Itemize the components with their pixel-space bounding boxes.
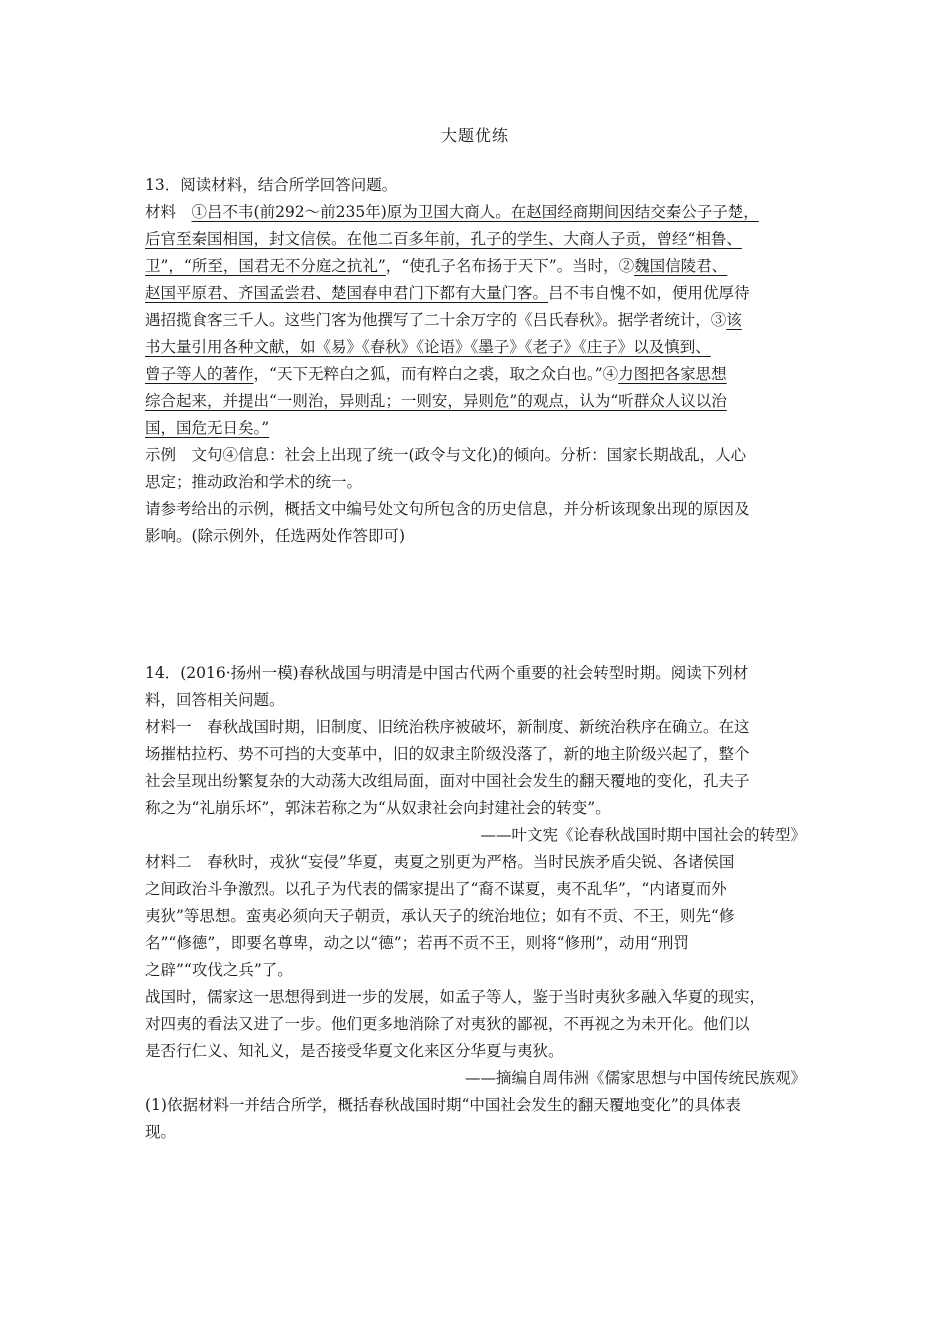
text-segment: 14．(2016·扬州一模)春秋战国与明清是中国古代两个重要的社会转型时期。阅读下列材 <box>145 664 749 682</box>
underlined-text: 后官至秦国相国，封文信侯。在他二百多年前，孔子的学生、大商人子贡，曾经“相鲁、 <box>145 230 742 248</box>
text-line <box>145 660 810 687</box>
text-line <box>145 1065 810 1092</box>
text-segment: 13．阅读材料，结合所学回答问题。 <box>145 176 398 194</box>
text-line <box>145 361 810 388</box>
text-line <box>145 469 810 496</box>
question-13 <box>145 172 810 550</box>
text-line <box>145 1038 810 1065</box>
text-segment: 之间政治斗争激烈。以孔子为代表的儒家提出了“裔不谋夏，夷不乱华”，“内诸夏而外 <box>145 880 727 898</box>
text-segment: ——叶文宪《论春秋战国时期中国社会的转型》 <box>480 826 806 844</box>
text-line <box>145 280 810 307</box>
text-line <box>145 523 810 550</box>
text-segment: (1)依据材料一并结合所学，概括春秋战国时期“中国社会发生的翻天覆地变化”的具体表 <box>145 1096 741 1114</box>
text-segment: ，“使孔子名布扬于天下”。当时，② <box>385 257 635 275</box>
text-line <box>145 687 810 714</box>
underlined-text: 该 <box>726 311 742 329</box>
text-segment: 夷狄”等思想。蛮夷必须向天子朝贡，承认天子的统治地位；如有不贡、不王，则先“修 <box>145 907 735 925</box>
text-line <box>145 822 810 849</box>
text-segment: 材料一 春秋战国时期，旧制度、旧统治秩序被破坏，新制度、新统治秩序在确立。在这 <box>145 718 750 736</box>
underlined-text: 综合起来，并提出“一则治，异则乱；一则安，异则危”的观点，认为“听群众人议以治 <box>145 392 727 410</box>
text-segment: 影响。(除示例外，任选两处作答即可) <box>145 527 406 545</box>
text-line <box>145 903 810 930</box>
text-segment: 请参考给出的示例，概括文中编号处文句所包含的历史信息，并分析该现象出现的原因及 <box>145 500 750 518</box>
text-segment: 遇招揽食客三千人。这些门客为他撰写了二十余万字的《吕氏春秋》。据学者统计，③ <box>145 311 727 329</box>
underlined-text: 魏国信陵君、 <box>634 257 728 275</box>
underlined-text: 国，国危无日矣。” <box>145 419 270 437</box>
text-segment: ，“天下无粹白之狐，而有粹白之裘，取之众白也。”④ <box>253 365 619 383</box>
question-14 <box>145 660 810 1146</box>
text-line <box>145 876 810 903</box>
text-segment: 是否行仁义、知礼义，是否接受华夏文化来区分华夏与夷狄。 <box>145 1042 564 1060</box>
text-line <box>145 334 810 361</box>
text-line <box>145 442 810 469</box>
text-line <box>145 930 810 957</box>
text-segment: 对四夷的看法又进了一步。他们更多地消除了对夷狄的鄙视，不再视之为未开化。他们以 <box>145 1015 750 1033</box>
text-line <box>145 849 810 876</box>
underlined-text: 赵国平原君、齐国孟尝君、楚国春申君门下都有大量门客。 <box>145 284 549 302</box>
text-segment: 社会呈现出纷繁复杂的大动荡大改组局面，面对中国社会发生的翻天覆地的变化，孔夫子 <box>145 772 750 790</box>
text-line <box>145 957 810 984</box>
underlined-text: 书大量引用各种文献，如《易》《春秋》《论语》《墨子》《老子》《庄子》以及慎到、 <box>145 338 711 356</box>
text-line <box>145 496 810 523</box>
text-line <box>145 199 810 226</box>
text-segment: 思定；推动政治和学术的统一。 <box>145 473 363 491</box>
text-line <box>145 415 810 442</box>
underlined-text: 力图把各家思想 <box>618 365 727 383</box>
text-segment: 吕不韦自愧不如，便用优厚待 <box>548 284 750 302</box>
text-line <box>145 388 810 415</box>
text-line <box>145 1119 810 1146</box>
text-segment: 材料 <box>145 203 192 221</box>
text-segment: 战国时，儒家这一思想得到进一步的发展，如孟子等人，鉴于当时夷狄多融入华夏的现实， <box>145 988 766 1006</box>
text-line <box>145 1092 810 1119</box>
text-segment: 材料二 春秋时，戎狄“妄侵”华夏，夷夏之别更为严格。当时民族矛盾尖锐、各诸侯国 <box>145 853 735 871</box>
text-segment: ——摘编自周伟洲《儒家思想与中国传统民族观》 <box>464 1069 806 1087</box>
text-line <box>145 226 810 253</box>
underlined-text: ①吕不韦(前292～前235年)原为卫国大商人。在赵国经商期间因结交秦公子子楚， <box>191 203 759 221</box>
text-line <box>145 1011 810 1038</box>
underlined-text: 卫”，“所至，国君无不分庭之抗礼” <box>145 257 386 275</box>
text-segment: 示例 文句④信息：社会上出现了统一(政令与文化)的倾向。分析：国家长期战乱，人心 <box>145 446 747 464</box>
text-line <box>145 714 810 741</box>
text-line <box>145 307 810 334</box>
text-line <box>145 795 810 822</box>
text-line <box>145 253 810 280</box>
text-line <box>145 172 810 199</box>
text-segment: 现。 <box>145 1123 177 1141</box>
text-segment: 场摧枯拉朽、势不可挡的大变革中，旧的奴隶主阶级没落了，新的地主阶级兴起了，整个 <box>145 745 750 763</box>
text-line <box>145 984 810 1011</box>
text-segment: 料，回答相关问题。 <box>145 691 285 709</box>
text-segment: 称之为“礼崩乐坏”，郭沫若称之为“从奴隶社会向封建社会的转变”。 <box>145 799 611 817</box>
text-segment: 之辟”“攻伐之兵”了。 <box>145 961 293 979</box>
text-segment: 名”“修德”，即要名尊卑，动之以“德”；若再不贡不王，则将“修刑”，动用“刑罚 <box>145 934 689 952</box>
text-line <box>145 768 810 795</box>
page-title: 大题优练 <box>440 126 509 145</box>
underlined-text: 曾子等人的著作 <box>145 365 254 383</box>
text-line <box>145 741 810 768</box>
